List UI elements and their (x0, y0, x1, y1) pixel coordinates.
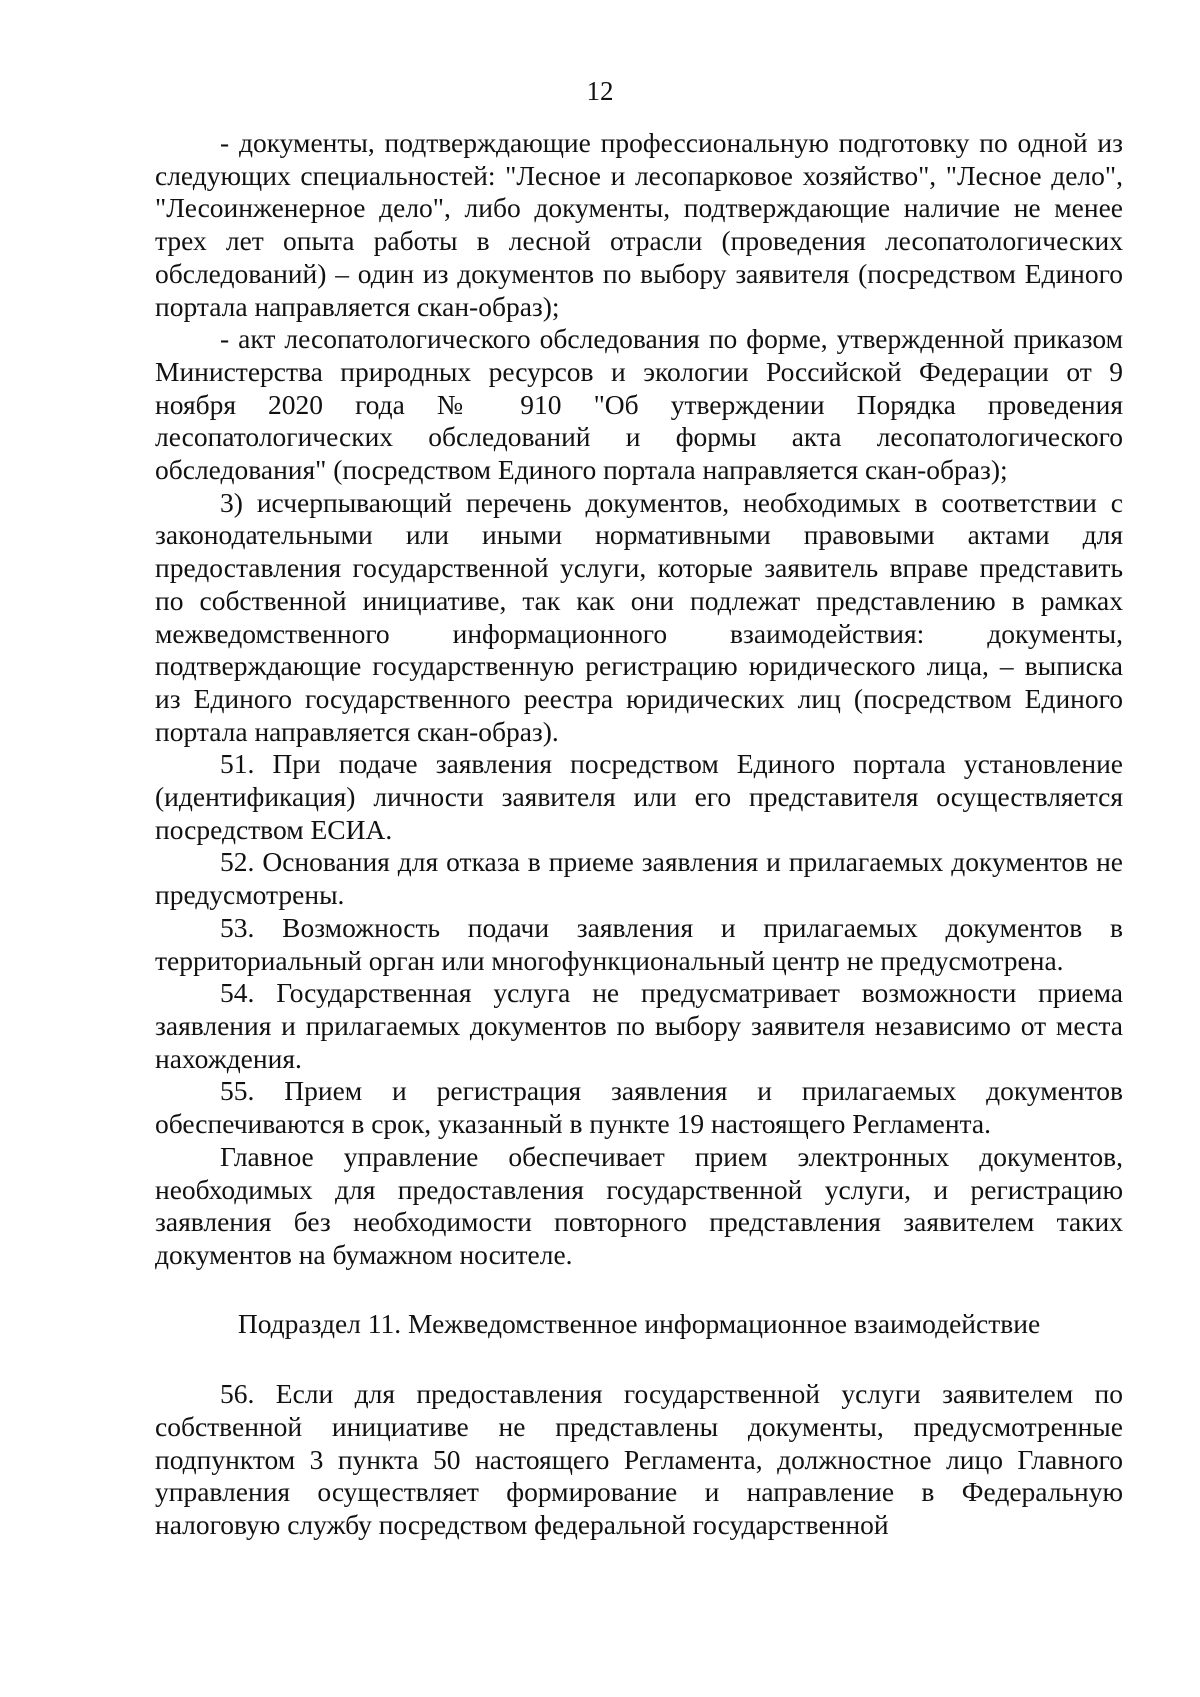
paragraph-51: 51. При подаче заявления посредством Единого портала установление (идентификация) личности заявителя или его представителя осуществляется посредством ЕСИА. (155, 748, 1123, 845)
page-number: 12 (586, 76, 614, 106)
paragraph-main-directorate: Главное управление обеспечивает прием электронных документов, необходимых для предоставления государственной услуги, и регистрацию заявления без необходимости повторного представления заявителем таких документов на бумажном носителе. (155, 1140, 1123, 1270)
paragraph-inspection-act: - акт лесопатологического обследования по форме, утвержденной приказом Министерства природных ресурсов и экологии Российской Федерации от 9 ноября 2020 года № 910 "Об утверждении Порядка проведения лесопатологических обследований и формы акта лесопатологического обследования" (посредством Единого портала направляется скан-образ); (155, 323, 1123, 486)
paragraph-55: 55. Прием и регистрация заявления и прилагаемых документов обеспечиваются в срок, указанный в пункте 19 настоящего Регламента. (155, 1075, 1123, 1140)
document-body (155, 127, 1123, 1542)
paragraph-52: 52. Основания для отказа в приеме заявления и прилагаемых документов не предусмотрены. (155, 846, 1123, 911)
paragraph-document-list: 3) исчерпывающий перечень документов, необходимых в соответствии с законодательными или иными нормативными правовыми актами для предоставления государственной услуги, которые заявитель вправе представить по собственной инициативе, так как они подлежат представлению в рамках межведомственного информационного взаимодействия: документы, подтверждающие государственную регистрацию юридического лица, – выписка из Единого государственного реестра юридических лиц (посредством Единого портала направляется скан-образ). (155, 486, 1123, 747)
subsection-heading: Подраздел 11. Межведомственное информационное взаимодействие (237, 1307, 1041, 1339)
paragraph-56: 56. Если для предоставления государственной услуги заявителем по собственной инициативе не представлены документы, предусмотренные подпунктом 3 пункта 50 настоящего Регламента, должностное лицо Главного управления осуществляет формирование и направление в Федеральную налоговую службу посредством федеральной государственной (155, 1378, 1123, 1541)
paragraph-53: 53. Возможность подачи заявления и прилагаемых документов в территориальный орган или многофункциональный центр не предусмотрена. (155, 911, 1123, 976)
paragraph-54: 54. Государственная услуга не предусматривает возможности приема заявления и прилагаемых документов по выбору заявителя независимо от места нахождения. (155, 977, 1123, 1074)
paragraph-qualification-documents: - документы, подтверждающие профессиональную подготовку по одной из следующих специальностей: "Лесное и лесопарковое хозяйство", "Лесное дело", "Лесоинженерное дело", либо документы, подтверждающие наличие не менее трех лет опыта работы в лесной отрасли (проведения лесопатологических обследований) – один из документов по выбору заявителя (посредством Единого портала направляется скан-образ); (155, 127, 1123, 322)
